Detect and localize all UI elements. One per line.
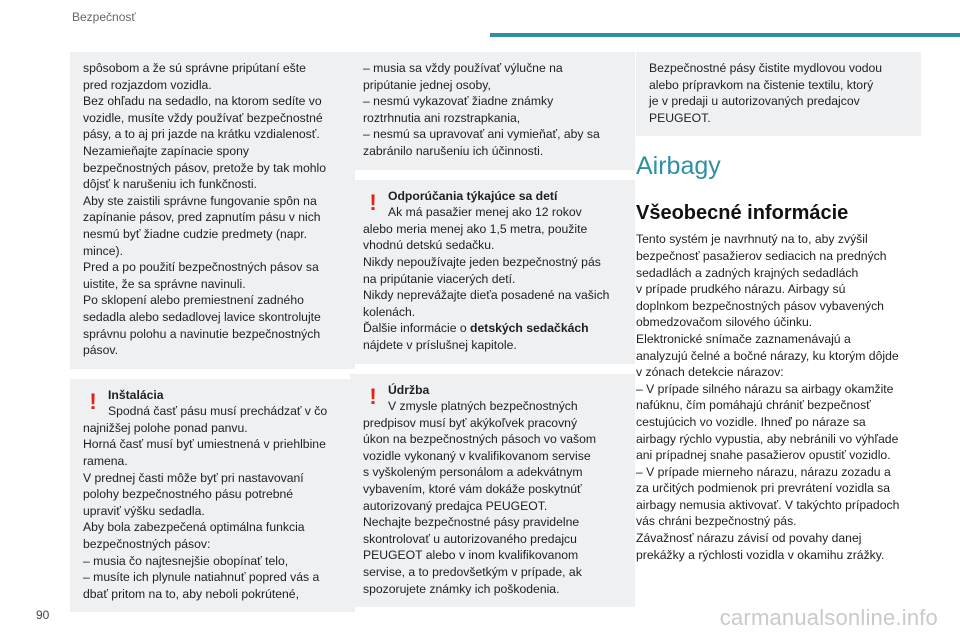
header-accent-bar [490, 33, 960, 37]
subsection-title-general-info: Všeobecné informácie [636, 202, 849, 225]
page-number: 90 [36, 608, 50, 622]
warning-text-installation: najnižšej polohe ponad panvu. Horná časť musí byť umiestnená v priehlbine ramena. V prednej časti môže byť pri nastavovaní polohy bezpečnostného pásu potrebné upraviť výšku sedadla. Aby bola zabezpečená optimálna funkcia bezpečnostných pásov: – musia čo najtesnejšie obopínať telo, – musíte ich plynule natiahnuť popred vás a dbať pritom na to, aby neboli pokrútené, [83, 420, 326, 601]
reference-suffix: nájdete v príslušnej kapitole. [363, 337, 517, 352]
watermark: carmanualsonline.info [719, 605, 938, 630]
warning-icon: ! [369, 383, 377, 409]
belt-rules-text: – musia sa vždy používať výlučne na pripútanie jednej osoby, – nesmú vykazovať žiadne známky roztrhnutia ani rozstrapkania, – nesmú sa upravovať ani vymieňať, aby sa zabránilo narušeniu ich účinnosti. [363, 61, 600, 158]
warning-box-children [350, 180, 635, 364]
warning-box-maintenance [350, 374, 635, 608]
section-header: Bezpečnosť [72, 10, 136, 24]
cleaning-text: Bezpečnostné pásy čistite mydlovou vodou alebo prípravkom na čistenie textilu, ktorý je v predaji u autorizovaných predajcov PEUGEOT. [649, 61, 883, 125]
info-box-belt-rules [350, 52, 635, 170]
child-seat-reference [363, 320, 625, 337]
warning-title-installation: Inštalácia [108, 387, 164, 402]
warning-first-line-installation: Spodná časť pásu musí prechádzať v čo [108, 404, 328, 419]
column-1 [70, 52, 355, 622]
seatbelt-usage-text: spôsobom a že sú správne pripútaní ešte pred rozjazdom vozidla. Bez ohľadu na sedadlo, na ktorom sedíte vo vozidle, musíte vždy používať bezpečnostné pásy, a to aj pri jazde na krátku vzdialenosť. Nezamieňajte zapínacie spony bezpečnostných pásov, pretože by tak mohlo dôjsť k narušeniu ich funkčnosti. Aby ste zaistili správne fungovanie spôn na zapínanie pásov, pred zapnutím pásu v nich nesmú byť žiadne cudzie predmety (napr. mince). Pred a po použití bezpečnostných pásov sa uistite, že sa správne navinuli. Po sklopení alebo premiestnení zadného sedadla alebo sedadlovej lavice skontrolujte správnu polohu a navinutie bezpečnostných pásov. [83, 61, 326, 358]
info-box-seatbelt-usage [70, 52, 355, 369]
warning-text-children: alebo meria menej ako 1,5 metra, použite vhodnú detskú sedačku. Nikdy nepoužívajte jeden bezpečnostný pás na pripútanie viacerých detí. Nikdy neprevážajte dieťa posadené na vašich kolenách. [363, 221, 610, 319]
warning-text-maintenance: predpisov musí byť akýkoľvek pracovný úkon na bezpečnostných pásoch vo vašom vozidle vykonaný v kvalifikovanom servise s vyškoleným personálom a adekvátnym vybavením, ktoré vám dokáže poskytnúť autorizovaný predajca PEUGEOT. Nechajte bezpečnostné pásy pravidelne skontrolovať u autorizovaného predajcu PEUGEOT alebo v inom kvalifikovanom servise, a to predovšetkým v prípade, ak spozorujete známky ich poškodenia. [363, 415, 597, 596]
info-box-cleaning [636, 52, 921, 136]
warning-first-line-maintenance: V zmysle platných bezpečnostných [388, 399, 578, 414]
warning-first-line-children: Ak má pasažier menej ako 12 rokov [388, 205, 582, 220]
warning-title-maintenance: Údržba [388, 382, 430, 397]
column-2 [350, 52, 635, 617]
warning-box-installation [70, 379, 355, 613]
airbags-body-text: Tento systém je navrhnutý na to, aby zvýšil bezpečnosť pasažierov sediacich na predných sedadlách a zadných krajných sedadlách v prípade prudkého nárazu. Airbagy sú doplnkom bezpečnostných pásov vybavených obmedzovačom silového účinku. Elektronické snímače zaznamenávajú a analyzujú čelné a bočné nárazy, ku ktorým dôjde v zónach detekcie nárazov: – V prípade silného nárazu sa airbagy okamžite nafúknu, čím pomáhajú chrániť bezpečnosť cestujúcich vo vozidle. Ihneď po náraze sa airbagy rýchlo vypustia, aby nebránili vo výhľade ani prípadnej snahe pasažierov opustiť vozidlo. – V prípade mierneho nárazu, nárazu zozadu a za určitých podmienok pri prevrátení vozidla sa airbagy nemusia aktivovať. V takýchto prípadoch vás chráni bezpečnostný pás. Závažnosť nárazu závisí od povahy danej prekážky a rýchlosti vozidla v okamihu zrážky. [636, 232, 900, 562]
column-3 [636, 52, 921, 563]
reference-link-child-seats: detských sedačkách [470, 321, 589, 336]
warning-icon: ! [369, 189, 377, 215]
section-title-airbags: Airbagy [636, 152, 721, 181]
reference-prefix: Ďalšie informácie o [363, 321, 471, 336]
warning-icon: ! [89, 388, 97, 414]
warning-title-children: Odporúčania týkajúce sa detí [388, 188, 558, 203]
